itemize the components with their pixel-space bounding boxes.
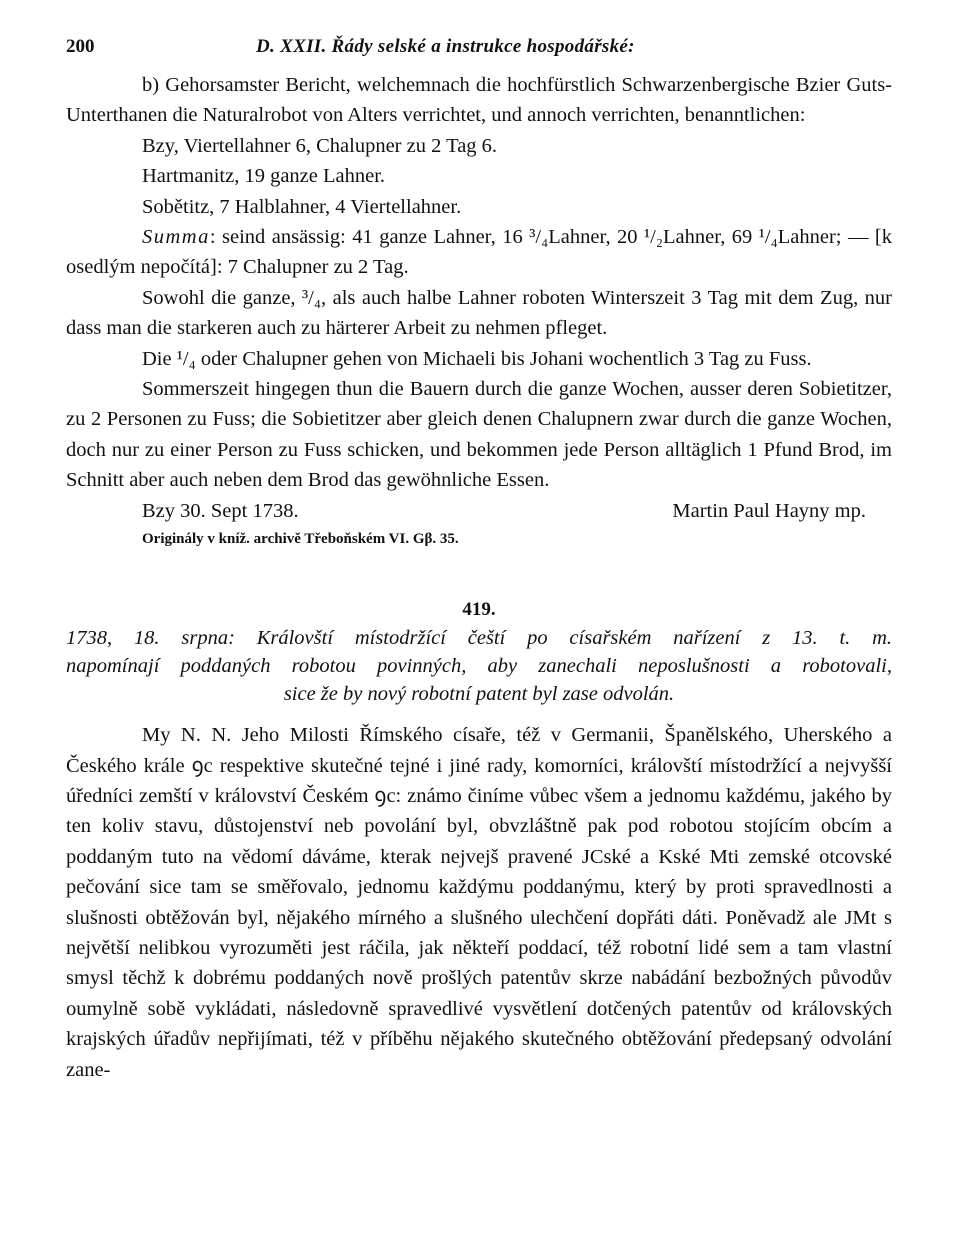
village-list-item: Hartmanitz, 19 ganze Lahner. — [142, 165, 386, 188]
summa-paragraph — [66, 222, 892, 283]
page-header — [66, 36, 892, 70]
running-title: D. XXII. Řády selské a instrukce hospodářské: — [256, 36, 635, 57]
section-gap — [66, 552, 892, 596]
document-title-line: 1738, 18. srpna: Královští místodržící čeští po císařském nařízení z 13. t. m. — [66, 627, 892, 650]
village-list — [66, 131, 892, 222]
place-date: Bzy 30. Sept 1738. — [142, 499, 299, 522]
page-number: 200 — [66, 36, 95, 57]
document-body: My N. N. Jeho Milosti Římského císaře, též v Germanii, Španělského, Uherského a Českého krále ꝯc respektive skutečné tejné i jiné rady, komorníci, královští místodržící a nejvyšší úředníci zemští v království Českém ꝯc: známo činíme vůbec všem a jednomu každému, jakého by ten koliv stavu, důstojenství neb povolání byl, obvzláštně pak pod robotou stojícím obcím a poddaným tuto na vědomí dáváme, kterak nejvejš pravené JCské a Kské Mti zemské otcovské pečování sice tam se směřovalo, jednomu každýmu poddanýmu, který by proti spravedlnosti a slušnosti obtěžován byl, nějakého mírného a slušného ulechčení dopřáti dáti. Poněvadž ale JMt s největší nelibkou vyrozuměti jest ráčila, jak někteří poddací, též robotní lidé sem a tam vlastní smysl těchž k dobrému poddaných nově prošlých patentův skrze nabádání bezbožných původův oumylně sobě vykládati, následovně spravedlivé vysvětlení dotčených patentův od královských krajských úřadův nepřijímati, též v příběhu nějakého skutečného obtěžování předepsaný odvolání zane- — [66, 724, 892, 1081]
document-title-line: sice že by nový robotní patent byl zase odvolán. — [283, 683, 675, 706]
paragraph-winter: Sowohl die ganze, ³/₄, als auch halbe Lahner roboten Winterszeit 3 Tag mit dem Zug, nur dass man die starkeren auch zu härterer Arbeit zu nehmen pfleget. — [66, 286, 892, 340]
title-gap — [66, 708, 892, 720]
summa-text: : seind ansässig: 41 ganze Lahner, 16 ³/₄Lahner, 20 ¹/₂Lahner, 69 ¹/₄Lahner; — [k osedlým nepočítá]: 7 Chalupner zu 2 Tag. — [66, 226, 892, 279]
summa-label: Summa — [142, 226, 210, 249]
section-b-intro: b) Gehorsamster Bericht, welchemnach die hochfürstlich Schwarzenbergische Bzier Guts-Unterthanen die Naturalrobot von Alters verrichtet, und annoch verrichten, benanntlichen: — [66, 74, 892, 127]
document-title — [66, 624, 892, 708]
village-list-item: Sobětitz, 7 Halblahner, 4 Viertellahner. — [142, 195, 462, 218]
source-note: Originály v kníž. archivě Třeboňském VI. Gβ. 35. — [142, 531, 459, 548]
paragraph-summer: Sommerszeit hingegen thun die Bauern durch die ganze Wochen, ausser deren Sobietitzer, zu 2 Personen zu Fuss; die Sobietitzer aber gleich denen Chalupnern zwar durch die ganze Wochen, doch nur zu einer Person zu Fuss schicken, und bekommen jede Person alltäglich 1 Pfund Brod, im Schnitt aber auch neben dem Brod das gewöhnliche Essen. — [66, 378, 892, 492]
village-list-item: Bzy, Viertellahner 6, Chalupner zu 2 Tag 6. — [142, 134, 498, 157]
signature: Martin Paul Hayny mp. — [672, 499, 866, 522]
page — [66, 36, 892, 1085]
paragraph-chalupner: Die ¹/₄ oder Chalupner gehen von Michaeli bis Johani wochentlich 3 Tag zu Fuss. — [142, 347, 812, 370]
signature-row — [66, 496, 892, 526]
document-title-line: napomínají poddaných robotou povinných, aby zanechali neposlušnosti a robotovali, — [66, 655, 892, 678]
document-number: 419. — [462, 599, 496, 621]
